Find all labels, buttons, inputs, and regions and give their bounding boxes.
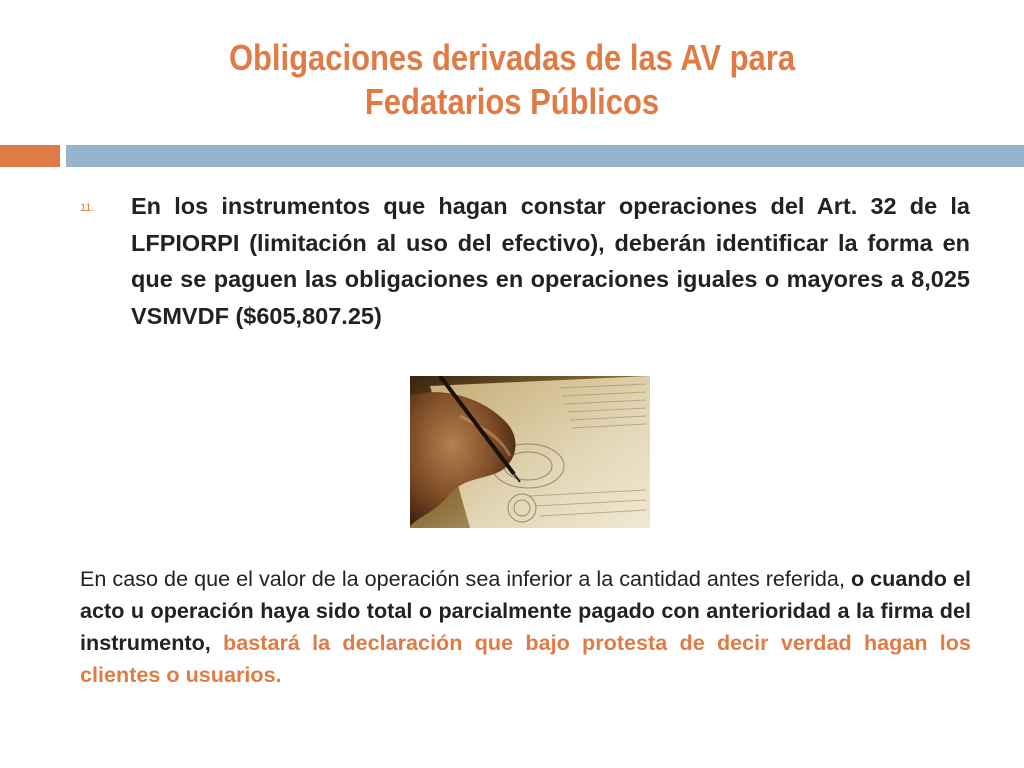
item-text: En los instrumentos que hagan constar operaciones del Art. 32 de la LFPIORPI (limitación al uso del efectivo), deberán identificar la forma en que se paguen las obligaciones en operaciones iguales o mayores a 8,025 VSMVDF ($605,807.25)	[131, 193, 970, 329]
closing-bold-text: o cuando el acto u operación haya sido total o parcialmente pagado con anterioridad a la firma del instrumento,	[80, 566, 971, 655]
closing-paragraph	[80, 563, 971, 691]
title-divider-bar	[66, 145, 1024, 167]
slide-title: Obligaciones derivadas de las AV para Fedatarios Públicos	[228, 37, 796, 122]
closing-accent-text: bastará la declaración que bajo protesta de decir verdad hagan los clientes o usuarios.	[80, 630, 972, 687]
signing-document-photo	[410, 376, 650, 528]
title-divider-accent	[0, 145, 60, 167]
item-number: 11.	[80, 202, 95, 214]
closing-plain-text: En caso de que el valor de la operación sea inferior a la cantidad antes referida,	[80, 566, 851, 591]
